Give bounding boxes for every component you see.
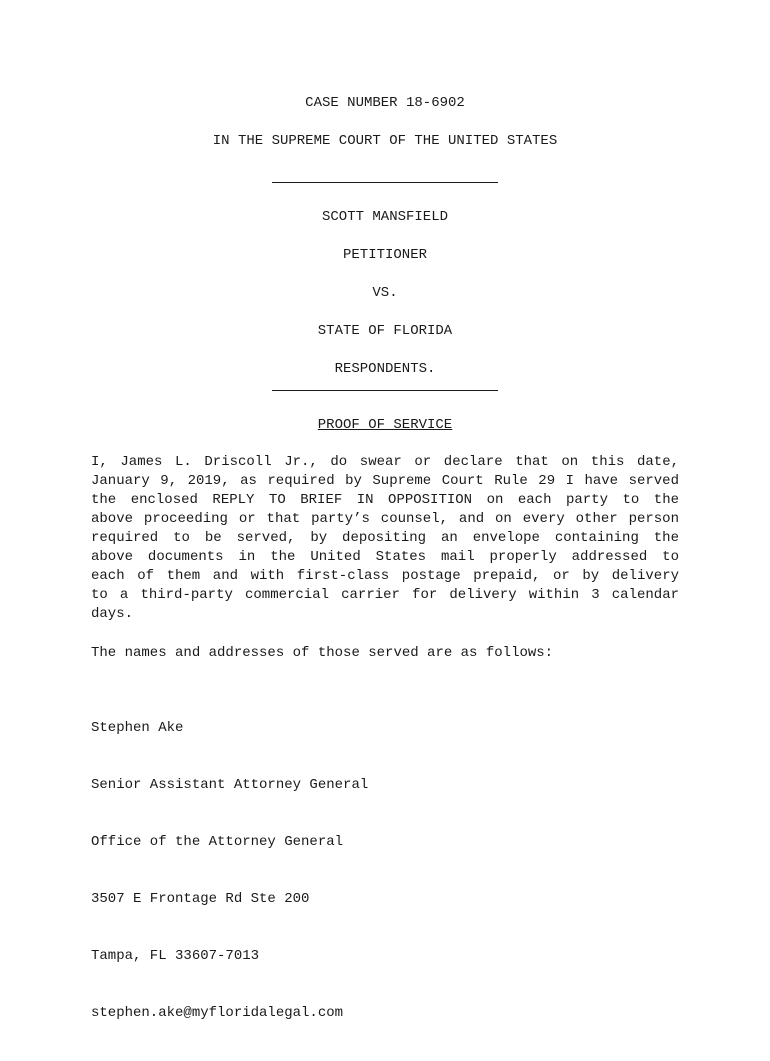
declaration-line: the enclosed REPLY TO BRIEF IN OPPOSITION on each party to the <box>91 492 679 508</box>
bottom-divider <box>272 390 498 391</box>
served-party-email: stephen.ake@myfloridalegal.com <box>91 1005 344 1021</box>
top-divider <box>272 182 498 183</box>
court-name: IN THE SUPREME COURT OF THE UNITED STATES <box>212 133 558 149</box>
petitioner-role: PETITIONER <box>342 247 427 263</box>
declaration-line: days. <box>91 606 134 622</box>
served-party-title: Senior Assistant Attorney General <box>91 777 369 793</box>
declaration-line: January 9, 2019, as required by Supreme Court Rule 29 I have served <box>91 473 679 489</box>
served-party-street: 3507 E Frontage Rd Ste 200 <box>91 891 310 907</box>
served-party-name: Stephen Ake <box>91 720 184 736</box>
section-title <box>0 417 770 433</box>
declaration-paragraph <box>91 453 679 624</box>
respondent-name: STATE OF FLORIDA <box>317 323 453 339</box>
case-number: CASE NUMBER 18-6902 <box>305 95 465 111</box>
declaration-line: above documents in the United States mail properly addressed to <box>91 549 679 565</box>
declaration-line: required to be served, by depositing an envelope containing the <box>91 530 679 546</box>
declaration-line: each of them and with first-class postage prepaid, or by delivery <box>91 568 679 584</box>
declaration-line: I, James L. Driscoll Jr., do swear or declare that on this date, <box>91 454 679 470</box>
proof-of-service-title: PROOF OF SERVICE <box>317 417 453 433</box>
served-party-city: Tampa, FL 33607-7013 <box>91 948 260 964</box>
served-party-office: Office of the Attorney General <box>91 834 344 850</box>
served-party-address-block <box>91 681 368 1061</box>
declaration-line: to a third-party commercial carrier for delivery within 3 calendar <box>91 587 679 603</box>
respondent-role: RESPONDENTS. <box>334 361 436 377</box>
petitioner-name: SCOTT MANSFIELD <box>321 209 449 225</box>
declaration-line: above proceeding or that party’s counsel, and on every other person <box>91 511 679 527</box>
served-intro: The names and addresses of those served are as follows: <box>91 645 554 661</box>
versus-label: VS. <box>372 285 398 301</box>
